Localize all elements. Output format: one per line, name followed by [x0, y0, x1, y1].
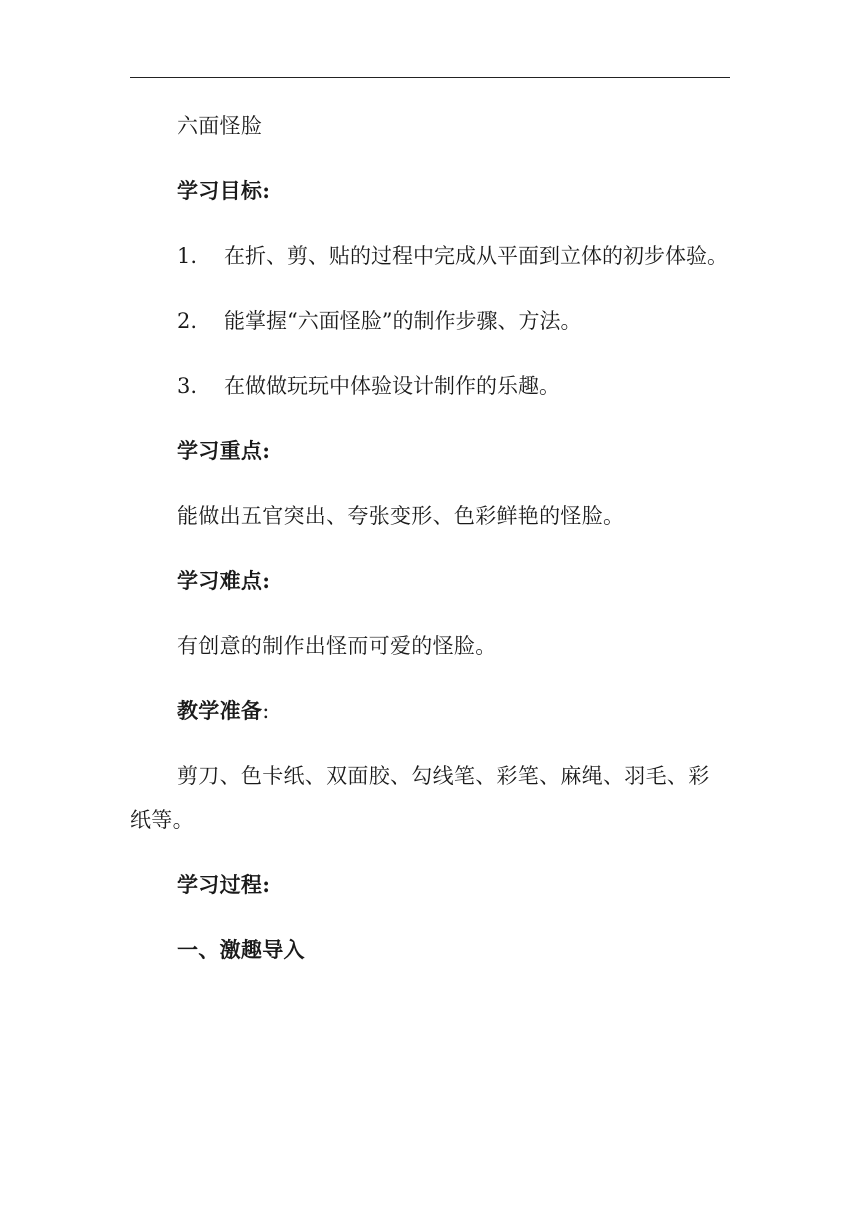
goal-number: 3. [177, 374, 198, 398]
key-point-text: 能做出五官突出、夸张变形、色彩鲜艳的怪脸。 [177, 504, 625, 528]
goals-heading: 学习目标: [177, 178, 271, 203]
goal-number: 2. [177, 309, 198, 333]
goal-item-3 [130, 364, 730, 408]
difficulty-heading: 学习难点: [177, 568, 271, 593]
preparation-text: 剪刀、色卡纸、双面胶、勾线笔、彩笔、麻绳、羽毛、彩纸等。 [130, 764, 710, 832]
preparation-heading: 教学准备 [177, 698, 263, 723]
goal-item-1 [130, 234, 730, 278]
goal-text: 能掌握“六面怪脸”的制作步骤、方法。 [224, 309, 582, 333]
document-title: 六面怪脸 [177, 114, 263, 138]
goal-item-2 [130, 299, 730, 343]
goal-number: 1. [177, 244, 198, 268]
header-rule [130, 77, 730, 78]
preparation-colon: : [262, 699, 270, 723]
difficulty-text: 有创意的制作出怪而可爱的怪脸。 [177, 634, 497, 658]
process-heading: 学习过程: [177, 872, 271, 897]
section-1-heading: 一、激趣导入 [177, 937, 305, 962]
key-point-heading: 学习重点: [177, 438, 271, 463]
goal-text: 在折、剪、贴的过程中完成从平面到立体的初步体验。 [224, 244, 728, 268]
goal-text: 在做做玩玩中体验设计制作的乐趣。 [224, 374, 560, 398]
preparation-heading-line [130, 689, 730, 733]
document-body [130, 104, 730, 993]
